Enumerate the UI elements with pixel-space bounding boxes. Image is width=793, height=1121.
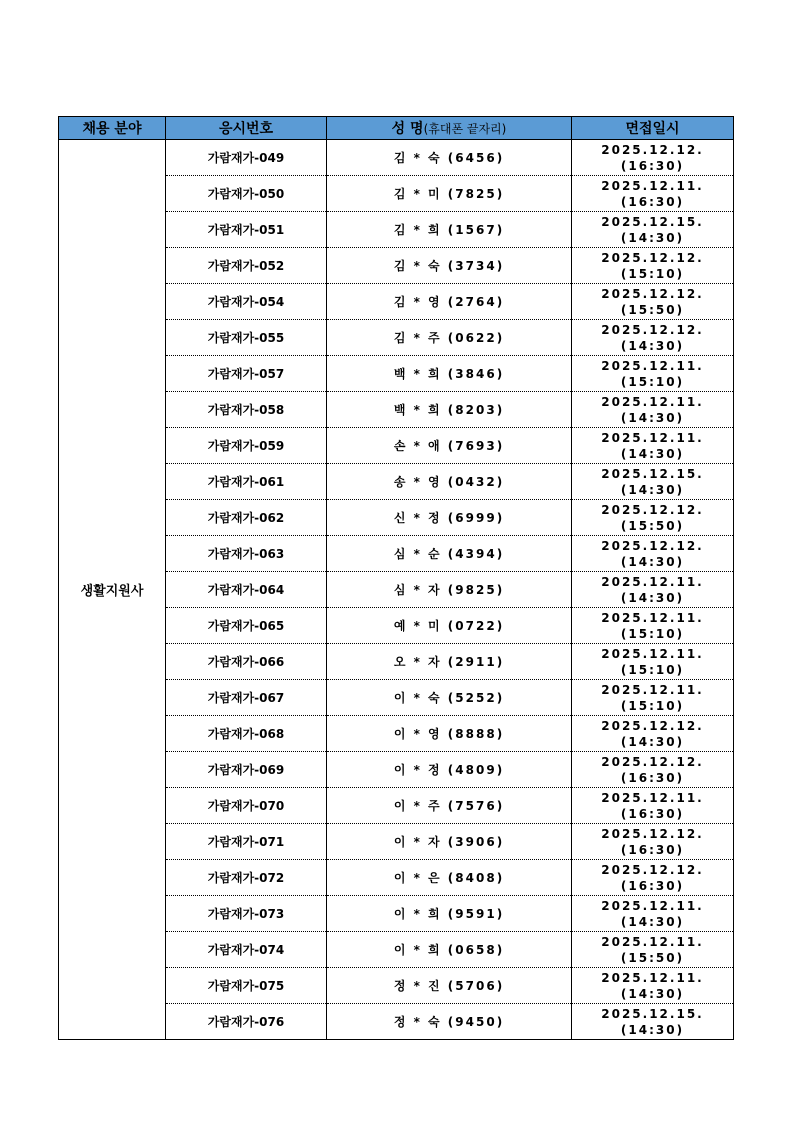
exam-number-cell: 가람재가-058 [166,392,327,428]
name-cell: 이 * 영 (8888) [327,716,572,752]
exam-number-cell: 가람재가-049 [166,140,327,176]
interview-time: (14:30) [620,914,685,929]
interview-date: 2025.12.12. [601,538,704,553]
exam-number-cell: 가람재가-059 [166,428,327,464]
interview-datetime-cell [572,752,734,788]
exam-number-cell: 가람재가-064 [166,572,327,608]
interview-time: (15:10) [620,626,685,641]
interview-time: (15:50) [620,302,685,317]
interview-date: 2025.12.11. [601,574,704,589]
interview-date: 2025.12.12. [601,718,704,733]
header-name [327,117,572,140]
header-row [59,117,734,140]
interview-datetime-cell [572,608,734,644]
name-cell: 김 * 주 (0622) [327,320,572,356]
interview-datetime-cell [572,248,734,284]
interview-schedule-table [58,116,734,1040]
name-cell: 정 * 숙 (9450) [327,1004,572,1040]
exam-number-cell: 가람재가-067 [166,680,327,716]
exam-number-cell: 가람재가-065 [166,608,327,644]
exam-number-cell: 가람재가-075 [166,968,327,1004]
interview-date: 2025.12.11. [601,610,704,625]
interview-datetime-cell [572,176,734,212]
interview-date: 2025.12.11. [601,898,704,913]
interview-date: 2025.12.12. [601,250,704,265]
interview-time: (14:30) [620,554,685,569]
header-field: 채용 분야 [59,117,166,140]
interview-datetime-cell [572,500,734,536]
interview-date: 2025.12.11. [601,178,704,193]
interview-datetime-cell [572,968,734,1004]
interview-date: 2025.12.15. [601,466,704,481]
name-cell: 백 * 희 (8203) [327,392,572,428]
exam-number-cell: 가람재가-050 [166,176,327,212]
interview-date: 2025.12.12. [601,142,704,157]
header-name-main: 성 명 [391,121,424,137]
exam-number-cell: 가람재가-074 [166,932,327,968]
exam-number-cell: 가람재가-076 [166,1004,327,1040]
interview-date: 2025.12.11. [601,970,704,985]
interview-date: 2025.12.15. [601,214,704,229]
name-cell: 이 * 정 (4809) [327,752,572,788]
interview-datetime-cell [572,644,734,680]
interview-time: (15:50) [620,950,685,965]
interview-datetime-cell [572,788,734,824]
interview-time: (14:30) [620,986,685,1001]
interview-datetime-cell [572,140,734,176]
name-cell: 손 * 애 (7693) [327,428,572,464]
exam-number-cell: 가람재가-061 [166,464,327,500]
table-body [59,140,734,1040]
exam-number-cell: 가람재가-052 [166,248,327,284]
interview-datetime-cell [572,536,734,572]
interview-datetime-cell [572,1004,734,1040]
interview-datetime-cell [572,860,734,896]
interview-time: (16:30) [620,770,685,785]
interview-time: (14:30) [620,734,685,749]
exam-number-cell: 가람재가-051 [166,212,327,248]
interview-date: 2025.12.12. [601,862,704,877]
name-cell: 예 * 미 (0722) [327,608,572,644]
name-cell: 신 * 정 (6999) [327,500,572,536]
interview-date: 2025.12.15. [601,1006,704,1021]
interview-date: 2025.12.12. [601,502,704,517]
interview-time: (14:30) [620,1022,685,1037]
name-cell: 이 * 자 (3906) [327,824,572,860]
header-interview: 면접일시 [572,117,734,140]
interview-time: (14:30) [620,482,685,497]
exam-number-cell: 가람재가-063 [166,536,327,572]
table-header [59,117,734,140]
exam-number-cell: 가람재가-055 [166,320,327,356]
interview-time: (15:10) [620,266,685,281]
exam-number-cell: 가람재가-068 [166,716,327,752]
interview-datetime-cell [572,428,734,464]
interview-time: (16:30) [620,194,685,209]
interview-datetime-cell [572,716,734,752]
name-cell: 김 * 희 (1567) [327,212,572,248]
name-cell: 정 * 진 (5706) [327,968,572,1004]
field-cell: 생활지원사 [59,140,166,1040]
name-cell: 이 * 희 (0658) [327,932,572,968]
name-cell: 이 * 은 (8408) [327,860,572,896]
interview-datetime-cell [572,212,734,248]
interview-date: 2025.12.11. [601,394,704,409]
interview-time: (14:30) [620,230,685,245]
interview-time: (14:30) [620,446,685,461]
name-cell: 이 * 숙 (5252) [327,680,572,716]
interview-date: 2025.12.12. [601,826,704,841]
header-name-sub: (휴대폰 끝자리) [423,122,507,136]
interview-time: (14:30) [620,410,685,425]
interview-time: (15:10) [620,662,685,677]
interview-datetime-cell [572,896,734,932]
interview-datetime-cell [572,320,734,356]
interview-date: 2025.12.11. [601,790,704,805]
interview-datetime-cell [572,572,734,608]
name-cell: 이 * 희 (9591) [327,896,572,932]
exam-number-cell: 가람재가-072 [166,860,327,896]
interview-date: 2025.12.12. [601,322,704,337]
interview-datetime-cell [572,356,734,392]
exam-number-cell: 가람재가-054 [166,284,327,320]
interview-date: 2025.12.12. [601,754,704,769]
interview-time: (15:50) [620,518,685,533]
interview-datetime-cell [572,932,734,968]
exam-number-cell: 가람재가-066 [166,644,327,680]
interview-time: (14:30) [620,338,685,353]
interview-datetime-cell [572,464,734,500]
interview-time: (15:10) [620,374,685,389]
name-cell: 김 * 미 (7825) [327,176,572,212]
name-cell: 송 * 영 (0432) [327,464,572,500]
exam-number-cell: 가람재가-073 [166,896,327,932]
header-exam-no: 응시번호 [166,117,327,140]
name-cell: 이 * 주 (7576) [327,788,572,824]
interview-time: (15:10) [620,698,685,713]
name-cell: 오 * 자 (2911) [327,644,572,680]
interview-datetime-cell [572,824,734,860]
interview-date: 2025.12.11. [601,934,704,949]
exam-number-cell: 가람재가-070 [166,788,327,824]
exam-number-cell: 가람재가-057 [166,356,327,392]
name-cell: 심 * 순 (4394) [327,536,572,572]
exam-number-cell: 가람재가-062 [166,500,327,536]
name-cell: 김 * 영 (2764) [327,284,572,320]
interview-date: 2025.12.11. [601,646,704,661]
interview-date: 2025.12.11. [601,430,704,445]
name-cell: 심 * 자 (9825) [327,572,572,608]
interview-time: (16:30) [620,878,685,893]
interview-date: 2025.12.12. [601,286,704,301]
interview-date: 2025.12.11. [601,358,704,373]
name-cell: 백 * 희 (3846) [327,356,572,392]
interview-datetime-cell [572,392,734,428]
interview-date: 2025.12.11. [601,682,704,697]
name-cell: 김 * 숙 (6456) [327,140,572,176]
exam-number-cell: 가람재가-071 [166,824,327,860]
table-row [59,140,734,176]
interview-time: (16:30) [620,842,685,857]
interview-time: (14:30) [620,590,685,605]
exam-number-cell: 가람재가-069 [166,752,327,788]
interview-time: (16:30) [620,158,685,173]
interview-time: (16:30) [620,806,685,821]
interview-datetime-cell [572,680,734,716]
name-cell: 김 * 숙 (3734) [327,248,572,284]
interview-datetime-cell [572,284,734,320]
